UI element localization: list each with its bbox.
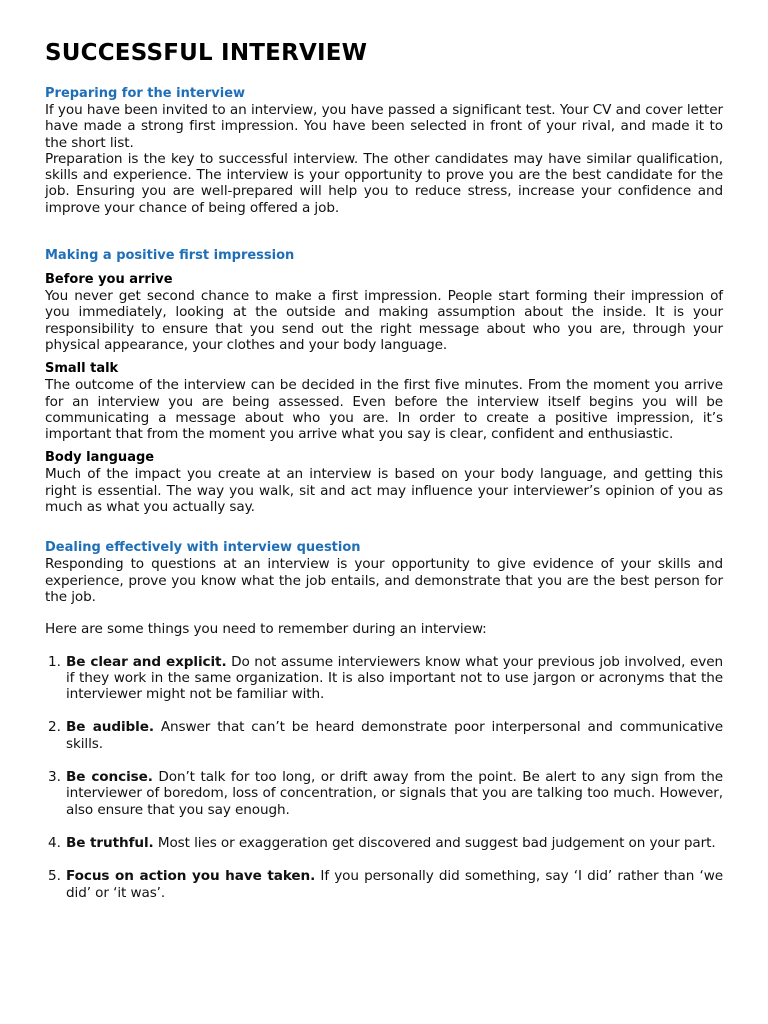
paragraph: The outcome of the interview can be decided in the first five minutes. From the moment you arrive for an interview you are being assessed. Even before the interview itself begins you will be communicating a message about who you are. In order to create a positive impression, it’s important that from the moment you arrive what you say is clear, confident and enthusiastic. xyxy=(45,377,723,443)
list-item-lead: Focus on action you have taken. xyxy=(66,868,316,885)
paragraph: Much of the impact you create at an interview is based on your body language, and getting this right is essential. The way you walk, sit and act may influence your interviewer’s opinion of you as much as what you actually say. xyxy=(45,466,723,516)
paragraph: Here are some things you need to remember during an interview: xyxy=(45,621,487,638)
list-item xyxy=(45,719,723,752)
paragraph: Responding to questions at an interview is your opportunity to give evidence of your skills and experience, prove you know what the job entails, and demonstrate that you are the best person for the job. xyxy=(45,556,723,605)
list-item-text: Do not assume interviewers know what your previous job involved, even if they work in the same organization. It is also important not to use jargon or acronyms that the interviewer might not be familiar with. xyxy=(66,653,723,703)
paragraph: You never get second chance to make a first impression. People start forming their impression of you immediately, looking at the outside and making assumption about the inside. It is your responsibility to ensure that you send out the right message about who you are, through your physical appearance, your clothes and your body language. xyxy=(45,288,723,353)
list-item-text: If you personally did something, say ‘I did’ rather than ‘we did’ or ‘it was’. xyxy=(66,868,723,901)
list-item-text: Don’t talk for too long, or drift away from the point. Be alert to any sign from the interviewer of boredom, loss of concentration, or signals that you are talking too much. However, also ensure that you say enough. xyxy=(66,769,723,818)
list-number: 2. xyxy=(48,719,61,736)
list-item xyxy=(45,769,723,818)
list-item xyxy=(45,835,723,851)
subheading-body-language: Body language xyxy=(45,450,155,466)
section-heading-questions: Dealing effectively with interview question xyxy=(45,540,361,556)
list-item-lead: Be clear and explicit. xyxy=(66,653,227,670)
subheading-before-you-arrive: Before you arrive xyxy=(45,272,173,288)
list-item-lead: Be concise. xyxy=(66,769,153,786)
list-number: 4. xyxy=(48,834,61,851)
section-preparing xyxy=(45,86,723,216)
page-title: SUCCESSFUL INTERVIEW xyxy=(45,40,368,66)
tips-list xyxy=(45,654,723,901)
list-number: 1. xyxy=(48,653,61,670)
section-questions xyxy=(45,540,723,900)
list-number: 5. xyxy=(48,868,61,885)
list-item-text: Most lies or exaggeration get discovered and suggest bad judgement on your part. xyxy=(153,834,716,851)
list-item-lead: Be truthful. xyxy=(66,834,154,851)
subheading-small-talk: Small talk xyxy=(45,361,119,377)
list-item xyxy=(45,654,723,703)
list-number: 3. xyxy=(48,769,61,786)
list-item-text: Answer that can’t be heard demonstrate poor interpersonal and communicative skills. xyxy=(66,719,723,752)
list-item-lead: Be audible. xyxy=(66,719,154,736)
paragraph: If you have been invited to an interview, you have passed a significant test. Your CV and cover letter have made a strong first impression. You have been selected in front of your rival, and made it to the short list. xyxy=(45,102,723,151)
section-first-impression xyxy=(45,248,723,515)
paragraph: Preparation is the key to successful interview. The other candidates may have similar qualification, skills and experience. The interview is your opportunity to prove you are the best candidate for the job. Ensuring you are well-prepared will help you to reduce stress, increase your confidence and improve your chance of being offered a job. xyxy=(45,150,723,216)
section-heading-first-impression: Making a positive first impression xyxy=(45,248,295,264)
list-item xyxy=(45,868,723,901)
section-heading-preparing: Preparing for the interview xyxy=(45,86,246,101)
